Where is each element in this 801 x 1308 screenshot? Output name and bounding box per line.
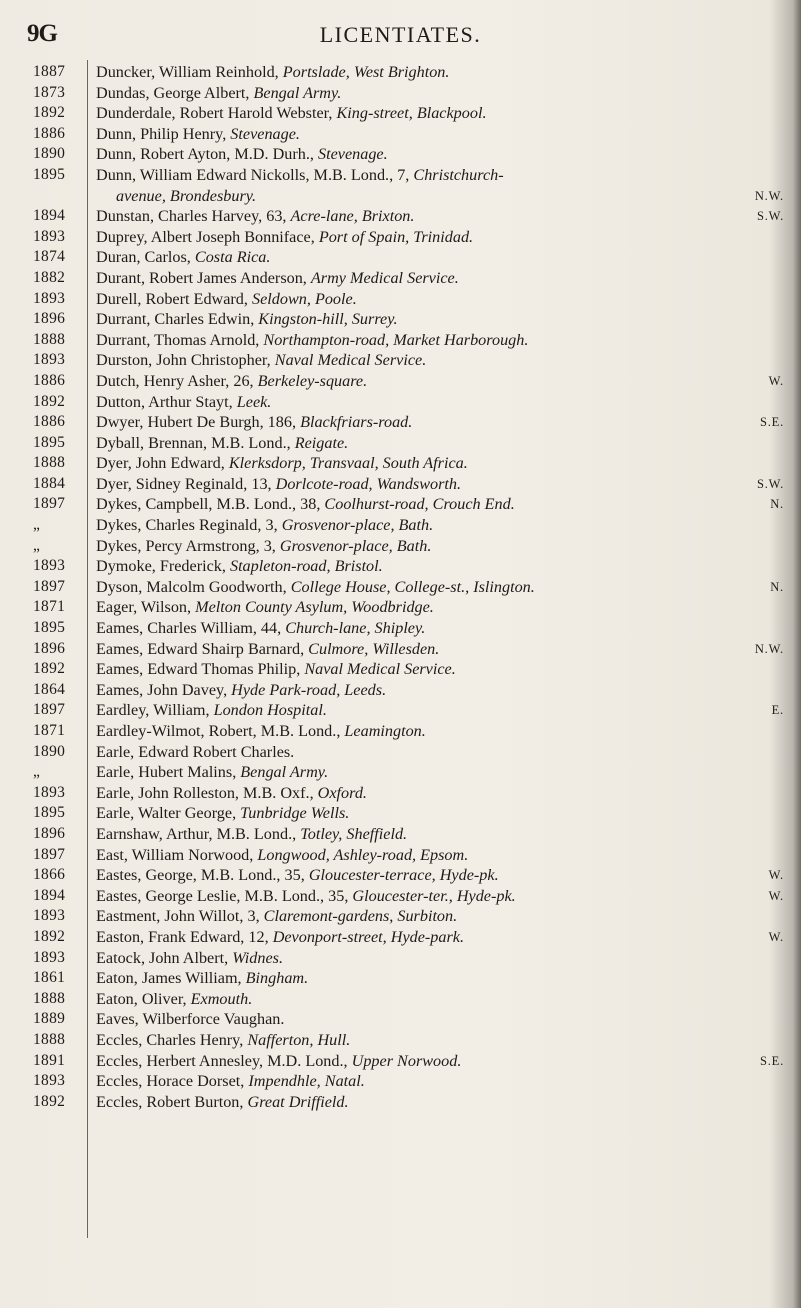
entry-name: Earle, Edward Robert Charles.	[96, 742, 295, 761]
entry-name: Duncker, William Reinhold,	[96, 63, 279, 81]
entry-name: Eatock, John Albert,	[96, 948, 229, 967]
list-item	[0, 639, 801, 660]
entry-year: 1888	[33, 1030, 66, 1048]
list-item	[0, 289, 801, 310]
entry-year: 1896	[33, 824, 66, 842]
entry-text	[96, 247, 776, 268]
entry-name: Eames, John Davey,	[96, 680, 228, 699]
entry-text	[96, 165, 776, 206]
list-item	[0, 433, 801, 454]
entry-text	[96, 494, 776, 515]
entry-name: Eastes, George, M.B. Lond., 35,	[96, 866, 305, 885]
postal-district: S.W.	[756, 209, 784, 224]
entry-text	[96, 639, 776, 660]
entry-text	[96, 845, 776, 866]
list-item	[0, 392, 801, 413]
entry-text	[96, 206, 776, 227]
entry-year: 1887	[33, 63, 66, 80]
entry-year: 1892	[33, 104, 66, 122]
entry-address: Reigate.	[294, 433, 349, 452]
list-item	[0, 124, 801, 145]
entry-year: 1890	[33, 145, 66, 163]
entry-address: Melton County Asylum, Woodbridge.	[195, 598, 434, 617]
entry-text	[96, 515, 776, 536]
entry-name: Eager, Wilson,	[96, 598, 192, 617]
entry-address: Longwood, Ashley-road, Epsom.	[257, 845, 469, 864]
entry-name: Dymoke, Frederick,	[96, 557, 226, 576]
entry-text	[96, 597, 776, 618]
entry-name: Durrant, Thomas Arnold,	[96, 330, 260, 349]
entry-address: Totley, Sheffield.	[300, 824, 408, 843]
postal-district: E.	[771, 703, 784, 718]
entry-address: Costa Rica.	[194, 248, 271, 267]
entry-text	[96, 659, 776, 680]
entry-name: Eames, Edward Shairp Barnard,	[96, 639, 305, 658]
entry-text	[96, 124, 776, 145]
entry-text	[96, 803, 776, 824]
entry-address: Exmouth.	[190, 989, 253, 1008]
entry-address: Claremont-gardens, Surbiton.	[263, 907, 458, 926]
entry-year: 1895	[33, 804, 66, 822]
list-item	[0, 371, 801, 392]
entry-year: 1886	[33, 371, 66, 389]
entry-name: East, William Norwood,	[96, 845, 254, 864]
entry-year: 1897	[33, 495, 66, 513]
entry-name: Eardley, William,	[96, 701, 210, 720]
list-item	[0, 165, 801, 206]
entry-text	[96, 556, 776, 577]
entry-year: 1893	[33, 783, 66, 801]
entry-address: Blackfriars-road.	[300, 413, 413, 432]
entry-name: Dyer, John Edward,	[96, 454, 225, 473]
entry-text	[96, 1092, 776, 1113]
entry-text	[96, 680, 776, 701]
entry-year: 1893	[33, 907, 66, 925]
entry-address: Bengal Army.	[253, 83, 342, 102]
entry-year: 1884	[33, 474, 66, 492]
entry-address-continued: avenue, Brondesbury.	[116, 186, 257, 205]
entry-address: Impendhle, Natal.	[248, 1072, 365, 1091]
entry-year: 1896	[33, 310, 66, 328]
entry-text	[96, 742, 776, 763]
list-item	[0, 948, 801, 969]
entry-name: Duprey, Albert Joseph Bonniface,	[96, 227, 315, 246]
entry-address: Port of Spain, Trinidad.	[318, 227, 474, 246]
list-item	[0, 618, 801, 639]
entry-text	[96, 865, 776, 886]
list-item	[0, 742, 801, 763]
entry-text	[96, 721, 776, 742]
entry-text	[96, 103, 776, 124]
list-item	[0, 1030, 801, 1051]
entry-address: Bengal Army.	[240, 763, 329, 782]
postal-district: W.	[768, 373, 784, 388]
entry-address: Coolhurst-road, Crouch End.	[324, 495, 515, 514]
list-item	[0, 680, 801, 701]
list-item	[0, 989, 801, 1010]
entry-address: Devonport-street, Hyde-park.	[272, 927, 465, 946]
entry-year: 1873	[33, 83, 66, 101]
entry-name: Easton, Frank Edward, 12,	[96, 927, 269, 946]
entry-text	[96, 886, 776, 907]
entry-address: Hyde Park-road, Leeds.	[231, 680, 387, 699]
entry-name: Dykes, Campbell, M.B. Lond., 38,	[96, 495, 321, 514]
entry-year: 1893	[33, 1072, 66, 1090]
entry-address: King-street, Blackpool.	[336, 104, 487, 123]
list-item	[0, 144, 801, 165]
entry-year: 1892	[33, 660, 66, 678]
running-head: LICENTIATES.	[319, 22, 482, 47]
entry-name: Earle, John Rolleston, M.B. Oxf.,	[96, 783, 314, 802]
entry-year: 1895	[33, 433, 66, 451]
entry-name: Earnshaw, Arthur, M.B. Lond.,	[96, 824, 297, 843]
licentiate-list	[0, 62, 801, 1112]
list-item	[0, 206, 801, 227]
page-number: 9G	[27, 20, 57, 47]
entry-name: Durrant, Charles Edwin,	[96, 310, 255, 329]
list-item	[0, 1071, 801, 1092]
entry-name: Dyson, Malcolm Goodworth,	[96, 577, 287, 596]
postal-district: S.W.	[756, 476, 784, 491]
list-item	[0, 247, 801, 268]
postal-district: N.	[770, 497, 784, 512]
entry-address: Grosvenor-place, Bath.	[279, 536, 432, 555]
entry-year: 1886	[33, 413, 66, 431]
entry-year: 1890	[33, 742, 66, 760]
entry-name: Earle, Hubert Malins,	[96, 763, 237, 782]
entry-address: Klerksdorp, Transvaal, South Africa.	[228, 454, 468, 473]
list-item	[0, 515, 801, 536]
entry-text	[96, 289, 776, 310]
entry-name: Eastes, George Leslie, M.B. Lond., 35,	[96, 886, 349, 905]
entry-address: Stapleton-road, Bristol.	[229, 557, 383, 576]
entry-year: 1893	[33, 351, 66, 369]
entry-address: Culmore, Willesden.	[308, 639, 440, 658]
entry-year: 1888	[33, 989, 66, 1007]
entry-name: Eames, Edward Thomas Philip,	[96, 660, 301, 679]
entry-address: Portslade, West Brighton.	[282, 63, 450, 81]
entry-text	[96, 412, 776, 433]
entry-text	[96, 433, 776, 454]
entry-year: 1871	[33, 598, 66, 616]
entry-name: Eccles, Robert Burton,	[96, 1092, 244, 1111]
list-item	[0, 762, 801, 783]
entry-name: Dunderdale, Robert Harold Webster,	[96, 104, 333, 123]
list-item	[0, 268, 801, 289]
entry-year: 1888	[33, 330, 66, 348]
entry-name: Eaves, Wilberforce Vaughan.	[96, 1010, 285, 1029]
entry-address: Leek.	[236, 392, 272, 411]
postal-district: S.E.	[759, 1053, 784, 1068]
entry-address: Berkeley-square.	[257, 371, 368, 390]
list-item	[0, 309, 801, 330]
entry-address: Leamington.	[344, 722, 426, 740]
entry-text	[96, 536, 776, 557]
entry-address: Stevenage.	[230, 124, 300, 143]
entry-address: Nafferton, Hull.	[247, 1030, 351, 1049]
entry-name: Eccles, Charles Henry,	[96, 1030, 244, 1049]
entry-year: „	[33, 763, 41, 781]
entry-name: Eardley-Wilmot, Robert, M.B. Lond.,	[96, 722, 341, 740]
entry-year: 1897	[33, 577, 66, 595]
entry-text	[96, 83, 776, 104]
entry-text	[96, 1030, 776, 1051]
entry-name: Durell, Robert Edward,	[96, 289, 248, 308]
entry-address: College House, College-st., Islington.	[290, 577, 535, 596]
entry-name: Duran, Carlos,	[96, 248, 191, 267]
postal-district: N.W.	[754, 188, 784, 203]
list-item	[0, 536, 801, 557]
entry-text	[96, 453, 776, 474]
entry-address: Kingston-hill, Surrey.	[258, 310, 398, 329]
entry-year: 1893	[33, 948, 66, 966]
entry-text	[96, 1071, 776, 1092]
entry-name: Dunn, Philip Henry,	[96, 124, 227, 143]
entry-text	[96, 762, 776, 783]
entry-address: Naval Medical Service.	[274, 351, 427, 370]
entry-text	[96, 350, 776, 371]
entry-name: Eaton, Oliver,	[96, 989, 187, 1008]
list-item	[0, 597, 801, 618]
list-item	[0, 721, 801, 742]
list-item	[0, 886, 801, 907]
entry-name: Earle, Walter George,	[96, 804, 237, 823]
entry-address: Christchurch-	[413, 165, 504, 184]
entry-text	[96, 1009, 776, 1030]
entry-year: 1882	[33, 268, 66, 286]
entry-year: 1886	[33, 124, 66, 142]
list-item	[0, 927, 801, 948]
entry-address: Stevenage.	[317, 145, 388, 164]
entry-text	[96, 227, 776, 248]
entry-address: Gloucester-terrace, Hyde-pk.	[308, 866, 499, 885]
entry-text	[96, 392, 776, 413]
entry-address: Seldown, Poole.	[252, 289, 357, 308]
entry-text	[96, 1051, 776, 1072]
list-item	[0, 453, 801, 474]
entry-year: 1893	[33, 289, 66, 307]
entry-text	[96, 144, 776, 165]
entry-text	[96, 330, 776, 351]
entry-name: Dwyer, Hubert De Burgh, 186,	[96, 413, 297, 432]
entry-year: 1896	[33, 639, 66, 657]
entry-name: Durston, John Christopher,	[96, 351, 271, 370]
list-item	[0, 1009, 801, 1030]
entry-address: Oxford.	[317, 783, 367, 802]
list-item	[0, 556, 801, 577]
entry-year: 1888	[33, 454, 66, 472]
entry-name: Dundas, George Albert,	[96, 83, 250, 102]
entry-name: Dykes, Percy Armstrong, 3,	[96, 536, 276, 555]
entry-address: Great Driffield.	[247, 1092, 349, 1111]
entry-name: Dyball, Brennan, M.B. Lond.,	[96, 433, 291, 452]
postal-district: N.	[770, 579, 784, 594]
entry-address: Widnes.	[232, 948, 284, 967]
list-item	[0, 474, 801, 495]
entry-address: Grosvenor-place, Bath.	[281, 516, 434, 535]
list-item	[0, 659, 801, 680]
entry-year: 1874	[33, 248, 66, 266]
postal-district: W.	[768, 868, 784, 883]
list-item	[0, 1051, 801, 1072]
entry-text	[96, 906, 776, 927]
entry-address: Bingham.	[245, 969, 309, 988]
entry-year: 1895	[33, 619, 66, 637]
entry-text	[96, 948, 776, 969]
list-item	[0, 494, 801, 515]
entry-text	[96, 268, 776, 289]
entry-address: Gloucester-ter., Hyde-pk.	[352, 886, 516, 905]
entry-text	[96, 824, 776, 845]
entry-address: Naval Medical Service.	[304, 660, 456, 679]
list-item	[0, 227, 801, 248]
entry-address: Upper Norwood.	[351, 1051, 462, 1070]
entry-address: London Hospital.	[213, 701, 327, 720]
entry-year: 1889	[33, 1010, 66, 1028]
list-item	[0, 845, 801, 866]
entry-year: „	[33, 516, 41, 534]
entry-year: 1871	[33, 722, 66, 739]
entry-address: Church-lane, Shipley.	[285, 619, 426, 638]
entry-year: 1891	[33, 1051, 66, 1069]
entry-name: Eccles, Herbert Annesley, M.D. Lond.,	[96, 1051, 348, 1070]
postal-district: S.E.	[759, 415, 784, 430]
entry-year: 1892	[33, 392, 66, 410]
entry-text	[96, 577, 776, 598]
list-item	[0, 783, 801, 804]
postal-district: W.	[768, 888, 784, 903]
entry-text	[96, 783, 776, 804]
list-item	[0, 968, 801, 989]
entry-address: Northampton-road, Market Harborough.	[263, 330, 529, 349]
list-item	[0, 83, 801, 104]
entry-year: 1893	[33, 227, 66, 245]
list-item	[0, 103, 801, 124]
entry-year: 1897	[33, 701, 66, 719]
entry-text	[96, 618, 776, 639]
entry-year: 1866	[33, 866, 66, 884]
entry-name: Dunn, William Edward Nickolls, M.B. Lond., 7,	[96, 165, 410, 184]
entry-name: Dutton, Arthur Stayt,	[96, 392, 233, 411]
entry-name: Eastment, John Willot, 3,	[96, 907, 260, 926]
entry-text	[96, 968, 776, 989]
postal-district: N.W.	[754, 641, 784, 656]
entry-name: Dykes, Charles Reginald, 3,	[96, 516, 278, 535]
entry-name: Durant, Robert James Anderson,	[96, 268, 307, 287]
entry-year: 1895	[33, 165, 66, 183]
list-item	[0, 824, 801, 845]
list-item	[0, 330, 801, 351]
entry-name: Dunn, Robert Ayton, M.D. Durh.,	[96, 145, 314, 164]
entry-year: 1892	[33, 1092, 66, 1110]
list-item	[0, 1092, 801, 1113]
entry-name: Eccles, Horace Dorset,	[96, 1072, 245, 1091]
entry-year: 1894	[33, 207, 66, 225]
entry-name: Dyer, Sidney Reginald, 13,	[96, 474, 272, 493]
list-item	[0, 577, 801, 598]
entry-text	[96, 927, 776, 948]
entry-address: Army Medical Service.	[310, 268, 459, 287]
entry-year: 1892	[33, 927, 66, 945]
entry-name: Dunstan, Charles Harvey, 63,	[96, 207, 287, 226]
list-item	[0, 700, 801, 721]
list-item	[0, 865, 801, 886]
entry-text	[96, 62, 776, 83]
entry-text	[96, 309, 776, 330]
entry-address: Tunbridge Wells.	[240, 804, 350, 823]
entry-year: 1864	[33, 680, 66, 698]
list-item	[0, 350, 801, 371]
entry-text	[96, 371, 776, 392]
entry-year: 1893	[33, 557, 66, 575]
page-header	[0, 18, 801, 54]
list-item	[0, 803, 801, 824]
entry-name: Dutch, Henry Asher, 26,	[96, 371, 254, 390]
entry-year: 1861	[33, 969, 66, 987]
entry-year: „	[33, 536, 41, 554]
entry-text	[96, 700, 776, 721]
list-item	[0, 906, 801, 927]
entry-text	[96, 989, 776, 1010]
entry-year: 1894	[33, 886, 66, 904]
entry-name: Eaton, James William,	[96, 969, 242, 988]
list-item	[0, 412, 801, 433]
entry-address: Acre-lane, Brixton.	[290, 207, 415, 226]
entry-name: Eames, Charles William, 44,	[96, 619, 282, 638]
postal-district: W.	[768, 929, 784, 944]
entry-year: 1897	[33, 845, 66, 863]
entry-text	[96, 474, 776, 495]
entry-address: Dorlcote-road, Wandsworth.	[275, 474, 462, 493]
list-item	[0, 62, 801, 83]
